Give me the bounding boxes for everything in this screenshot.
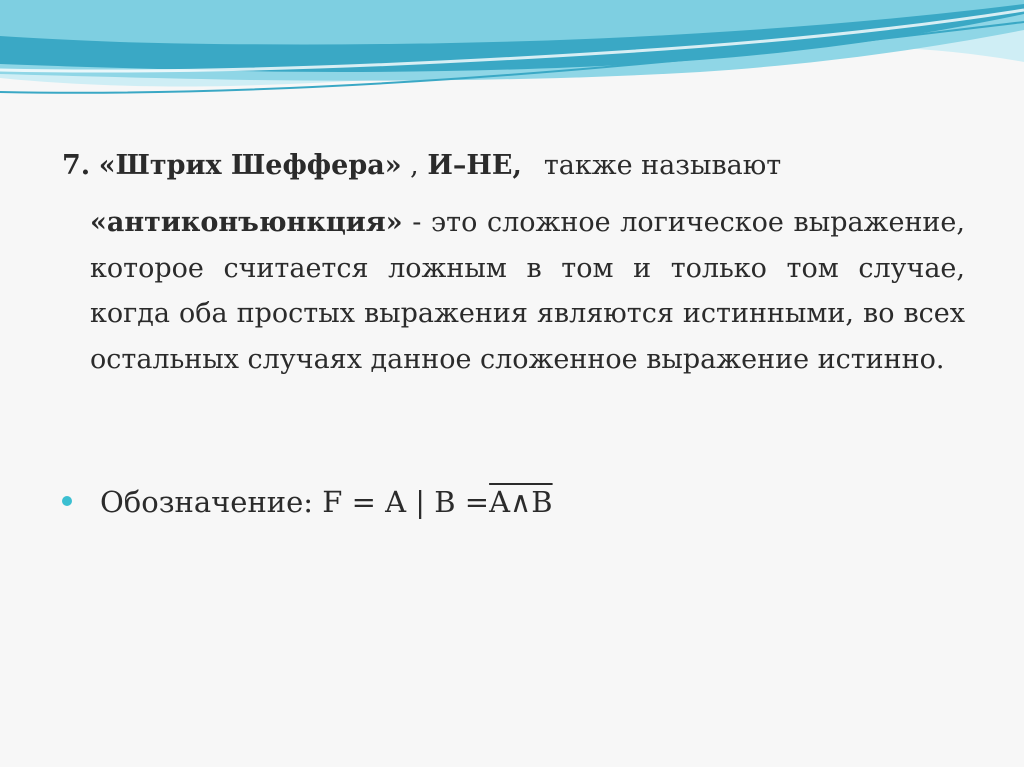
heading-rest: также называют bbox=[543, 150, 782, 181]
decorative-wave bbox=[0, 0, 1024, 120]
notation-label: Обозначение: F = A | B = bbox=[100, 485, 490, 519]
notation-formula: A∧B bbox=[489, 485, 553, 519]
heading-alt-name: И–НЕ, bbox=[427, 150, 522, 181]
heading-term: «Штрих Шеффера» bbox=[98, 150, 402, 181]
heading-number: 7. bbox=[62, 150, 91, 181]
definition-paragraph bbox=[90, 200, 965, 382]
definition-term: «антиконъюнкция» bbox=[90, 207, 403, 238]
notation-bullet bbox=[62, 485, 553, 519]
heading-line bbox=[62, 150, 781, 181]
bullet-dot-icon bbox=[62, 496, 72, 506]
definition-text: - это сложное логическое выражение, которое считается ложным в том и только том случае, когда оба простых выражения являются истинными, во всех остальных случаях данное сложенное выражение истинно. bbox=[90, 207, 965, 375]
heading-separator: , bbox=[410, 150, 419, 181]
